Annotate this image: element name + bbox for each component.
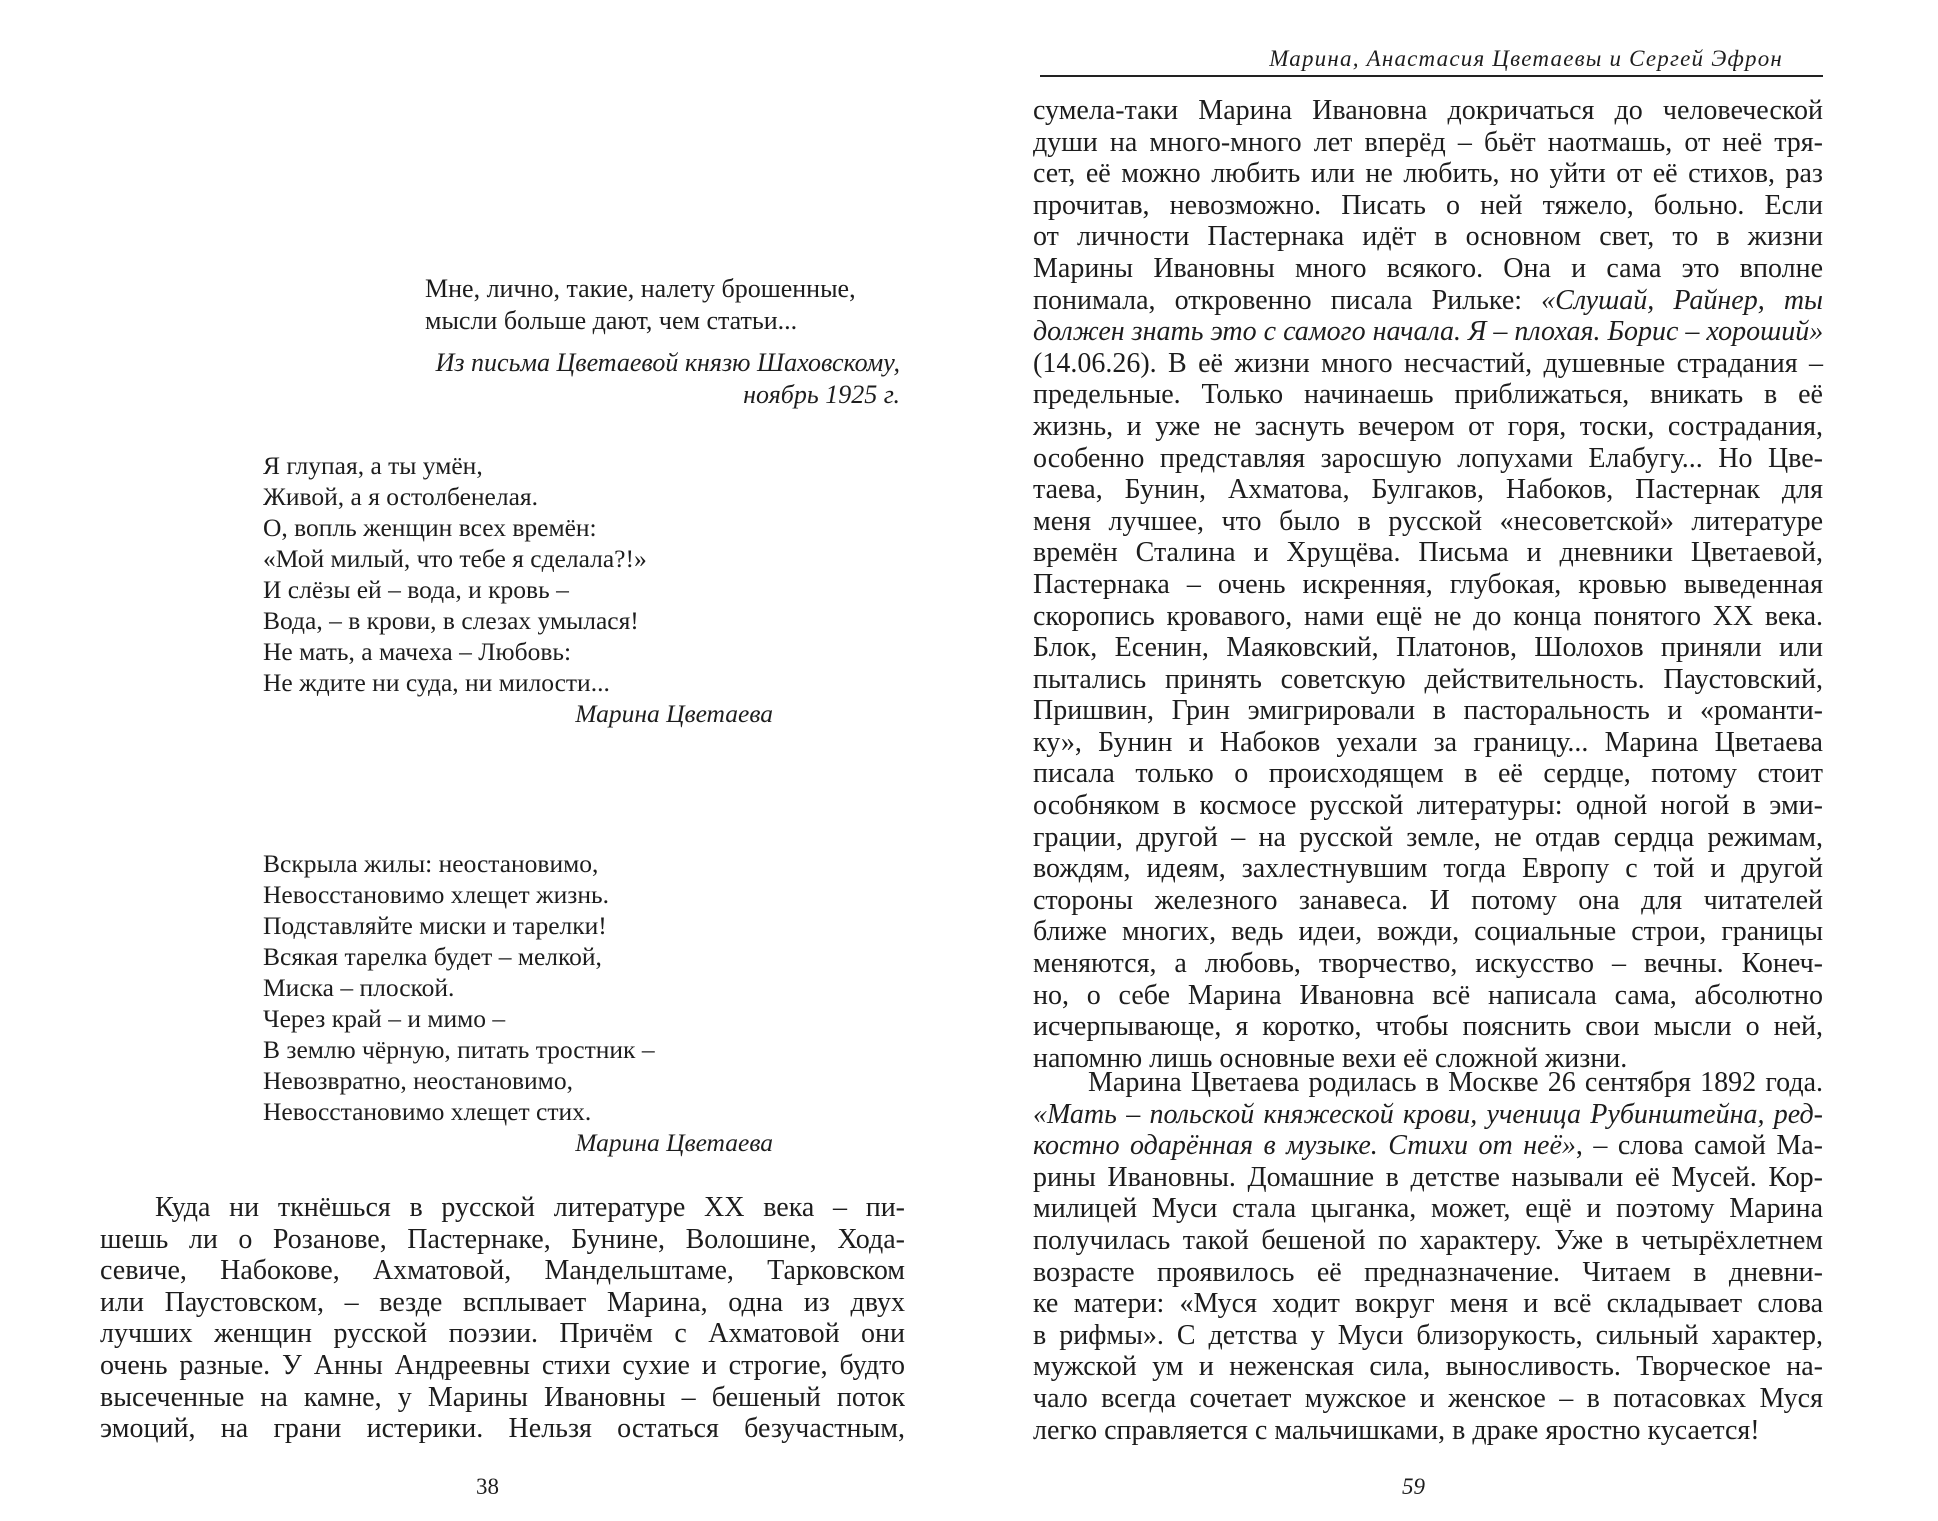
text-line: Пастернака – очень искренняя, глубокая, кровью выведенная [1033,568,1823,600]
text-line: вождям, идеям, захлестнувшим тогда Европу с той и другой [1033,853,1823,885]
right-prose-1 [1033,95,1823,1074]
quote-run: должен знать это с самого начала. Я – плохая. Борис – хороший» [1033,316,1824,348]
text-line: сумела-таки Марина Ивановна докричаться до человеческой [1033,95,1823,126]
text-line: но, о себе Марина Ивановна всё написала сама, абсолютно [1033,979,1823,1011]
quote-run: костно одарённая в музыке. Стихи от неё» [1033,1130,1576,1162]
text-line: рины Ивановны. Домашние в детстве называли её Мусей. Кор- [1033,1161,1823,1193]
poem-line: Живой, а я остолбенелая. [263,482,539,511]
poem-line: Я глупая, а ты умён, [263,451,483,480]
text-line: Куда ни ткнёшься в русской литературе XX века – пи- [155,1192,905,1223]
text-line: (14.06.26). В её жизни много несчастий, душевные страдания – [1033,347,1823,379]
quote-run: «Мать – польской княжеской крови, ученица Рубинштейна, ред- [1033,1098,1823,1130]
poem-line: Всякая тарелка будет – мелкой, [263,942,602,971]
quote-run: «Слушай, Райнер, ты [1541,284,1823,316]
text-line: сет, её можно любить или не любить, но уйти от её стихов, раз [1033,158,1823,190]
text-line: Марины Ивановны много всякого. Она и сама это вполне [1033,252,1823,284]
text-line: исчерпывающе, я коротко, чтобы пояснить свои мысли о ней, [1033,1011,1823,1043]
poem-line: Вода, – в крови, в слезах умылася! [263,606,639,635]
poem-line: Через край – и мимо – [263,1004,506,1033]
text-line: или Паустовском, – везде всплывает Марина, одна из двух [100,1286,905,1318]
text-line: Блок, Есенин, Маяковский, Платонов, Шолохов приняли или [1033,632,1823,664]
header-rule [1040,75,1823,77]
poem-line: Не мать, а мачеха – Любовь: [263,637,572,666]
text-line: времён Сталина и Хрущёва. Письма и дневники Цветаевой, [1033,537,1823,569]
text-line: лучших женщин русской поэзии. Причём с Ахматовой они [100,1318,905,1350]
poem-line: Невосстановимо хлещет стих. [263,1097,592,1126]
text-line: ку», Бунин и Набоков уехали за границу... Марина Цветаева [1033,726,1823,758]
poem-line: И слёзы ей – вода, и кровь – [263,575,569,604]
text-line: получилась такой бешеной по характеру. Уже в четырёхлетнем [1033,1224,1823,1256]
page-number: 59 [1402,1474,1425,1499]
poem-line: О, вопль женщин всех времён: [263,513,597,542]
text-line: меня лучшее, что было в русской «несоветской» литературе [1033,505,1823,537]
poem-author: Марина Цветаева [575,1128,773,1157]
text-line: Марина Цветаева родилась в Москве 26 сентября 1892 года. [1088,1067,1823,1098]
text-line: легко справляется с мальчишками, в драке яростно кусается! [1033,1414,1760,1446]
text-run: понимала, откровенно писала Рильке: [1033,284,1542,316]
text-line: пытались принять советскую действительность. Паустовский, [1033,663,1823,695]
epigraph-line: мысли больше дают, чем статьи... [425,306,798,335]
poem-line: «Мой милый, что тебе я сделала?!» [263,544,647,573]
text-line [1033,316,1823,348]
epigraph-source-line: Из письма Цветаевой князю Шаховскому, [435,348,900,377]
right-prose-2 [1033,1067,1823,1446]
text-line: жизнь, и уже не заснуть вечером от горя, тоски, сострадания, [1033,410,1823,442]
text-line: ближе многих, ведь идеи, вожди, социальные строи, границы [1033,916,1823,948]
poem-line: Вскрыла жилы: неостановимо, [263,849,599,878]
epigraph-source [425,347,900,411]
text-line: особняком в космосе русской литературы: одной ногой в эми- [1033,790,1823,822]
poem-2 [263,848,773,1158]
text-line: севиче, Набокове, Ахматовой, Мандельштаме, Тарковском [100,1255,905,1287]
text-line: ке матери: «Муся ходит вокруг меня и всё складывает слова [1033,1288,1823,1320]
left-prose [100,1192,905,1445]
text-line: очень разные. У Анны Андреевны стихи сухие и строгие, будто [100,1349,905,1381]
text-line: скоропись кровавого, нами ещё не до конца понятого XX века. [1033,600,1823,632]
text-line: мужской ум и неженская сила, выносливость. Творческое на- [1033,1351,1823,1383]
text-line [1033,1130,1823,1162]
text-line [1033,1099,1823,1131]
poem-line: Миска – плоской. [263,973,455,1002]
text-line: предельные. Только начинаешь приближаться, вникать в её [1033,379,1823,411]
poem-line: Невосстановимо хлещет жизнь. [263,880,609,909]
epigraph-source-line: ноябрь 1925 г. [743,380,900,409]
text-line: Пришвин, Грин эмигрировали в пасторальность и «романти- [1033,695,1823,727]
poem-line: Невозвратно, неостановимо, [263,1066,573,1095]
page-number: 38 [476,1474,499,1499]
running-head: Марина, Анастасия Цветаевы и Сергей Эфрон [1269,46,1783,71]
text-line: души на много-много лет вперёд – бьёт наотмашь, от неё тря- [1033,126,1823,158]
text-line: стороны железного занавеса. И потому она для читателей [1033,884,1823,916]
text-line: таева, Бунин, Ахматова, Булгаков, Набоков, Пастернак для [1033,474,1823,506]
poem-author: Марина Цветаева [575,699,773,728]
text-line: напомню лишь основные вехи её сложной жизни. [1033,1042,1628,1074]
epigraph-line: Мне, лично, такие, налету брошенные, [425,274,856,303]
right-page [969,0,1938,1521]
text-line: шешь ли о Розанове, Пастернаке, Бунине, Волошине, Хода- [100,1223,905,1255]
text-line: прочитав, невозможно. Писать о ней тяжело, больно. Если [1033,189,1823,221]
text-line: особенно представляя заросшую лопухами Елабугу... Но Цве- [1033,442,1823,474]
text-line: в рифмы». С детства у Муси близорукость, сильный характер, [1033,1319,1823,1351]
poem-1 [263,450,773,729]
poem-line: Подставляйте миски и тарелки! [263,911,607,940]
text-line: возрасте проявилось её предназначение. Читаем в дневни- [1033,1256,1823,1288]
text-line: от личности Пастернака идёт в основном свет, то в жизни [1033,221,1823,253]
text-line: милицей Муси стала цыганка, может, ещё и поэтому Марина [1033,1193,1823,1225]
text-line: грации, другой – на русской земле, не отдав сердца режимам, [1033,821,1823,853]
text-line: писала только о происходящем в её сердце, потому стоит [1033,758,1823,790]
poem-line: В землю чёрную, питать тростник – [263,1035,655,1064]
poem-line: Не ждите ни суда, ни милости... [263,668,610,697]
text-line: чало всегда сочетает мужское и женское – в потасовках Муся [1033,1382,1823,1414]
text-run: , – слова самой Ма- [1575,1130,1823,1162]
epigraph [425,273,900,411]
text-line: эмоций, на грани истерики. Нельзя остаться безучастным, [100,1413,905,1445]
text-line [1033,285,1823,317]
text-line: меняются, а любовь, творчество, искусство – вечны. Конеч- [1033,948,1823,980]
text-line: высеченные на камне, у Марины Ивановны – бешеный поток [100,1381,905,1413]
